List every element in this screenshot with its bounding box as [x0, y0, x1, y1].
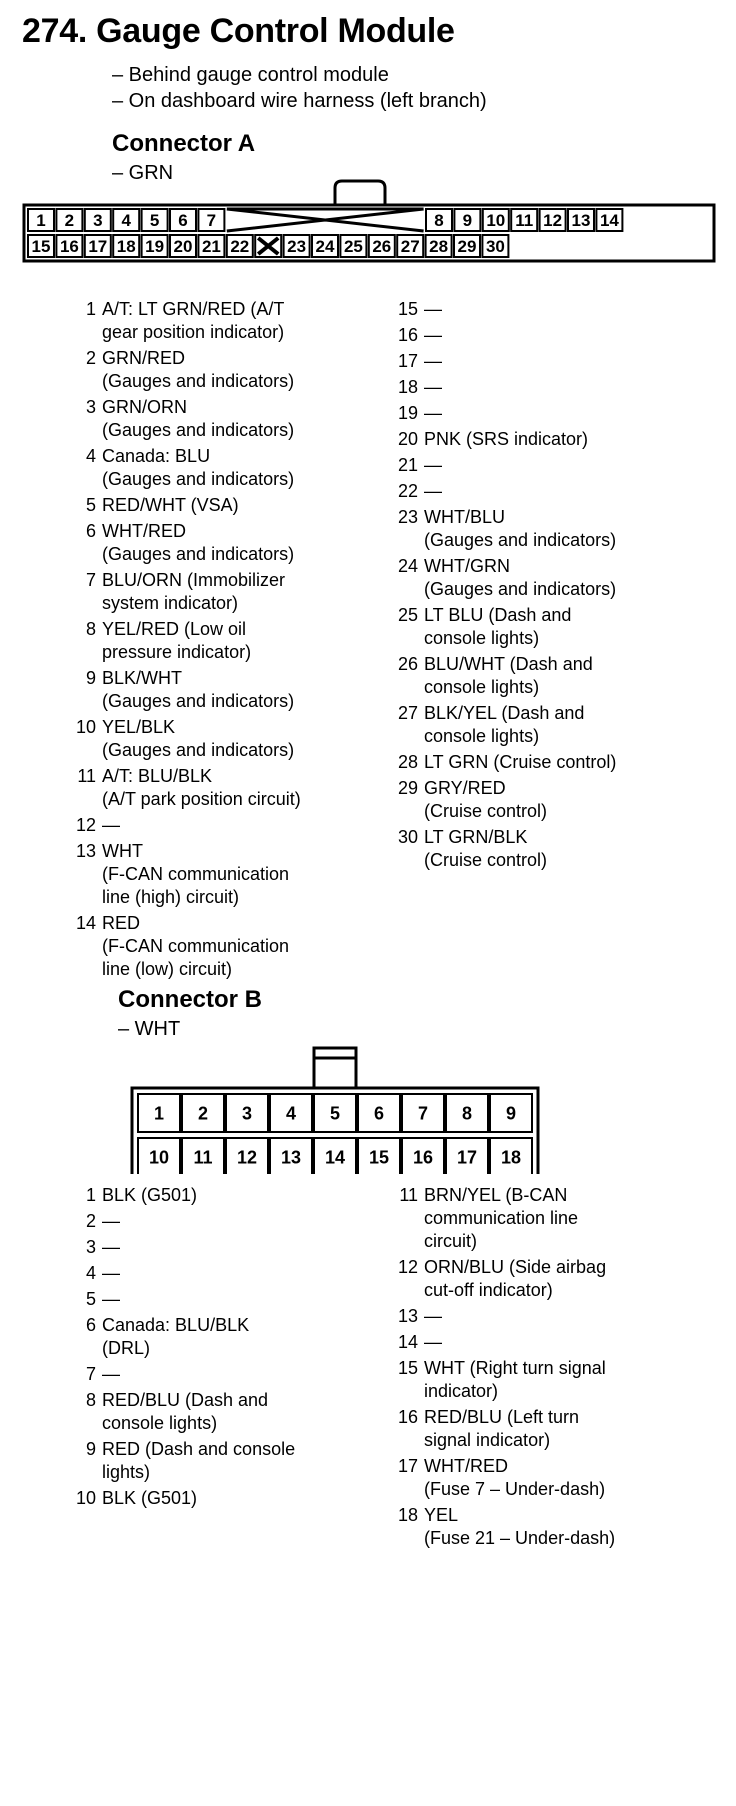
pin-description: [102, 716, 376, 762]
pin-description: [102, 569, 376, 615]
pin-number: 22: [230, 237, 250, 257]
pin-description-line: YEL: [424, 1505, 459, 1525]
pin-description-line: BLK/WHT: [102, 668, 183, 688]
pin-description-line: (Fuse 21 – Under-dash): [424, 1528, 616, 1548]
connector-a-pins-left: [66, 298, 376, 984]
pin-description-line: —: [102, 1289, 120, 1309]
pin-description: [102, 520, 376, 566]
pin-description: [102, 840, 376, 909]
pin-description-line: pressure indicator): [102, 642, 252, 662]
pin-number: 10: [75, 1488, 96, 1508]
pin-description-line: —: [424, 325, 442, 345]
pin-number: 5: [329, 1103, 341, 1124]
pin-description-line: (A/T park position circuit): [102, 789, 301, 809]
pin-description: [424, 506, 723, 552]
pin-description-line: A/T: BLU/BLK: [102, 766, 213, 786]
pin-number: 21: [397, 455, 418, 475]
pin-entry: [66, 1314, 366, 1360]
pin-description: [424, 1455, 723, 1501]
pin-description: [102, 347, 376, 393]
pin-number: 14: [324, 1147, 346, 1168]
pin-number: 9: [85, 1439, 96, 1459]
pin-number: 4: [121, 211, 131, 231]
pin-number: 15: [368, 1147, 390, 1168]
pin-description-line: (Gauges and indicators): [102, 740, 295, 760]
pin-number: 10: [148, 1147, 170, 1168]
pin-number: 18: [397, 1505, 418, 1525]
pin-description: [424, 1504, 723, 1550]
pin-description: [424, 376, 723, 399]
pin-description-line: communication line: [424, 1208, 579, 1228]
pin-entry: [66, 1438, 366, 1484]
pin-entry: [388, 1331, 723, 1354]
pin-number: 18: [500, 1147, 522, 1168]
pin-entry: [66, 1288, 366, 1311]
pin-number: 19: [145, 237, 165, 257]
pin-number: 25: [397, 605, 418, 625]
pin-number: 9: [462, 211, 473, 231]
pin-number: 3: [85, 397, 96, 417]
connector-b-pins-right: [388, 1184, 723, 1553]
pin-description: [424, 402, 723, 425]
pin-description: [424, 1331, 723, 1354]
pin-description: [424, 555, 723, 601]
pin-entry: [66, 445, 376, 491]
pin-description-line: YEL/RED (Low oil: [102, 619, 247, 639]
pin-entry: [388, 480, 723, 503]
pin-description-line: RED/BLU (Left turn: [424, 1407, 580, 1427]
pin-entry: [66, 618, 376, 664]
pin-number: 29: [397, 778, 418, 798]
pin-number: 17: [397, 1456, 418, 1476]
pin-number: 23: [397, 507, 418, 527]
pin-number: 13: [280, 1147, 302, 1168]
pin-number: 17: [88, 237, 108, 257]
pin-description: [424, 454, 723, 477]
pin-number: 8: [85, 1390, 96, 1410]
pin-number: 10: [486, 211, 506, 231]
pin-description: [102, 1262, 366, 1285]
pin-description-line: (Gauges and indicators): [102, 469, 295, 489]
pin-entry: [66, 814, 376, 837]
pin-description: [102, 1184, 366, 1207]
pin-description-line: WHT/GRN: [424, 556, 510, 576]
pin-description-line: BLK (G501): [102, 1488, 198, 1508]
pin-number: 8: [434, 211, 444, 231]
pin-description-line: (Fuse 7 – Under-dash): [424, 1479, 606, 1499]
pin-entry: [388, 1504, 723, 1550]
pin-entry: [66, 1363, 366, 1386]
pin-description-line: console lights): [424, 726, 540, 746]
pin-description: [102, 1236, 366, 1259]
pin-number: 13: [75, 841, 96, 861]
pin-entry: [388, 324, 723, 347]
pin-entry: [66, 1389, 366, 1435]
pin-description-line: (Gauges and indicators): [424, 579, 617, 599]
pin-entry: [388, 604, 723, 650]
pin-number: 11: [193, 1147, 213, 1168]
pin-description: [424, 1305, 723, 1328]
pin-description-line: A/T: LT GRN/RED (A/T: [102, 299, 285, 319]
pin-description-line: (Cruise control): [424, 801, 548, 821]
pin-number: 11: [77, 766, 96, 786]
pin-description-line: (F-CAN communication: [102, 864, 290, 884]
pin-entry: [388, 1184, 723, 1253]
pin-description-line: RED: [102, 913, 141, 933]
pin-number: 5: [85, 1289, 96, 1309]
pin-number: 1: [36, 211, 46, 231]
pin-number: 5: [149, 211, 160, 231]
pin-description: [102, 1487, 366, 1510]
pin-description-line: LT GRN (Cruise control): [424, 752, 617, 772]
pin-description-line: (Gauges and indicators): [102, 420, 295, 440]
pin-description-line: indicator): [424, 1381, 499, 1401]
pin-description: [102, 298, 376, 344]
pin-description-line: —: [424, 1332, 442, 1352]
pin-description-line: —: [102, 815, 120, 835]
pin-number: 28: [429, 237, 449, 257]
pin-description-line: gear position indicator): [102, 322, 285, 342]
pin-number: 16: [59, 237, 79, 257]
pin-description-line: system indicator): [102, 593, 239, 613]
pin-description: [102, 1438, 366, 1484]
pin-description: [424, 324, 723, 347]
pin-number: 15: [397, 1358, 418, 1378]
pin-number: 6: [373, 1103, 385, 1124]
connector-b-pins-left: [66, 1184, 366, 1513]
pin-entry: [388, 428, 723, 451]
pin-description-line: —: [424, 299, 442, 319]
pin-description: [424, 298, 723, 321]
pin-number: 16: [397, 1407, 418, 1427]
pin-description-line: console lights): [424, 677, 540, 697]
pin-description-line: —: [424, 351, 442, 371]
pin-description-line: BLU/ORN (Immobilizer: [102, 570, 286, 590]
pin-description-line: BLK/YEL (Dash and: [424, 703, 585, 723]
pin-entry: [388, 653, 723, 699]
pin-description: [102, 396, 376, 442]
pin-description-line: BLU/WHT (Dash and: [424, 654, 593, 674]
pin-entry: [388, 402, 723, 425]
pin-description-line: circuit): [424, 1231, 477, 1251]
pin-number: 24: [397, 556, 418, 576]
pin-number: 27: [397, 703, 418, 723]
pin-number: 8: [461, 1103, 473, 1124]
pin-description-line: GRN/RED: [102, 348, 186, 368]
pin-entry: [388, 454, 723, 477]
connector-a-pins-right: [388, 298, 723, 875]
pin-description: [102, 912, 376, 981]
pin-number: 13: [397, 1306, 418, 1326]
pin-description: [424, 1184, 723, 1253]
pin-number: 9: [505, 1103, 517, 1124]
pin-number: 21: [201, 237, 221, 257]
pin-description-line: ORN/BLU (Side airbag: [424, 1257, 607, 1277]
pin-entry: [388, 702, 723, 748]
pin-description: [424, 777, 723, 823]
pin-entry: [66, 1236, 366, 1259]
pin-description-line: —: [102, 1263, 120, 1283]
pin-number: 9: [85, 668, 96, 688]
pin-number: 7: [417, 1103, 429, 1124]
pin-description-line: BLK (G501): [102, 1185, 198, 1205]
connector-a-title: Connector A: [112, 130, 256, 157]
pin-entry: [66, 520, 376, 566]
pin-description-line: —: [424, 1306, 442, 1326]
pin-number: 11: [399, 1185, 418, 1205]
pin-number: 11: [515, 211, 534, 231]
pin-description-line: (Gauges and indicators): [102, 544, 295, 564]
pin-description-line: WHT/RED: [424, 1456, 508, 1476]
pin-description: [102, 1210, 366, 1233]
connector-a-color: – GRN: [112, 162, 174, 184]
pin-description-line: —: [424, 377, 442, 397]
pin-description-line: —: [102, 1211, 120, 1231]
pin-number: 20: [397, 429, 418, 449]
pin-description: [102, 667, 376, 713]
pin-description-line: WHT (Right turn signal: [424, 1358, 606, 1378]
pin-description-line: (F-CAN communication: [102, 936, 290, 956]
pin-number: 28: [397, 752, 418, 772]
connector-a-diagram: [0, 178, 736, 274]
pin-number: 4: [85, 1263, 96, 1283]
pin-number: 6: [178, 211, 188, 231]
pin-entry: [66, 716, 376, 762]
pin-number: 16: [397, 325, 418, 345]
pin-description-line: LT GRN/BLK: [424, 827, 528, 847]
pin-number: 12: [543, 211, 563, 231]
pin-description-line: RED/BLU (Dash and: [102, 1390, 269, 1410]
pin-number: 18: [116, 237, 136, 257]
pin-number: 1: [85, 1185, 96, 1205]
pin-number: 2: [64, 211, 75, 231]
pin-number: 23: [287, 237, 307, 257]
pin-number: 26: [397, 654, 418, 674]
pin-description: [424, 480, 723, 503]
pin-number: 26: [372, 237, 392, 257]
pin-entry: [66, 1487, 366, 1510]
pin-description-line: line (low) circuit): [102, 959, 233, 979]
pin-description-line: —: [102, 1364, 120, 1384]
pin-number: 19: [397, 403, 418, 423]
pin-number: 14: [397, 1332, 418, 1352]
pin-description-line: (Gauges and indicators): [102, 371, 295, 391]
pin-entry: [66, 840, 376, 909]
pin-number: 22: [397, 481, 418, 501]
pin-description-line: —: [424, 403, 442, 423]
pin-number: 13: [571, 211, 591, 231]
pin-number: 12: [397, 1257, 418, 1277]
pin-description: [102, 1314, 366, 1360]
pin-description: [102, 1288, 366, 1311]
pin-number: 15: [31, 237, 51, 257]
pin-description-line: WHT/BLU: [424, 507, 505, 527]
pin-description-line: PNK (SRS indicator): [424, 429, 589, 449]
pin-number: 16: [412, 1147, 434, 1168]
pin-entry: [388, 1455, 723, 1501]
connector-latch: [314, 1048, 356, 1088]
pin-number: 3: [241, 1103, 253, 1124]
pin-entry: [388, 1305, 723, 1328]
pin-description-line: GRY/RED: [424, 778, 506, 798]
pin-number: 29: [457, 237, 477, 257]
pin-number: 3: [93, 211, 103, 231]
pin-entry: [66, 569, 376, 615]
pin-entry: [388, 826, 723, 872]
pin-number: 14: [75, 913, 96, 933]
connector-latch: [335, 181, 385, 206]
pin-number: 3: [85, 1237, 96, 1257]
pin-description-line: (Gauges and indicators): [102, 691, 295, 711]
pin-description-line: (Gauges and indicators): [424, 530, 617, 550]
pin-number: 27: [400, 237, 420, 257]
pin-description-line: console lights): [102, 1413, 218, 1433]
pin-description: [102, 618, 376, 664]
pin-entry: [66, 396, 376, 442]
pin-entry: [66, 765, 376, 811]
pin-description-line: —: [102, 1237, 120, 1257]
pin-entry: [66, 667, 376, 713]
pin-entry: [388, 751, 723, 774]
pin-number: 30: [397, 827, 418, 847]
pin-description: [102, 765, 376, 811]
pin-number: 30: [485, 237, 505, 257]
pin-number: 20: [173, 237, 193, 257]
pin-description-line: YEL/BLK: [102, 717, 176, 737]
pin-description-line: signal indicator): [424, 1430, 551, 1450]
pin-description: [102, 1363, 366, 1386]
pin-entry: [66, 1184, 366, 1207]
pin-number: 4: [85, 446, 96, 466]
pin-entry: [66, 494, 376, 517]
pin-description-line: Canada: BLU: [102, 446, 211, 466]
pin-number: 2: [197, 1103, 209, 1124]
pin-description: [424, 604, 723, 650]
pin-description: [102, 814, 376, 837]
pin-entry: [388, 555, 723, 601]
pin-entry: [388, 1256, 723, 1302]
pin-description-line: WHT: [102, 841, 143, 861]
pin-number: 6: [85, 521, 96, 541]
pin-entry: [388, 376, 723, 399]
pin-number: 17: [397, 351, 418, 371]
pin-number: 1: [153, 1103, 165, 1124]
pin-description: [424, 1406, 723, 1452]
pin-number: 5: [85, 495, 96, 515]
pin-number: 2: [85, 1211, 96, 1231]
pin-description-line: RED/WHT (VSA): [102, 495, 239, 515]
connector-b-title: Connector B: [118, 986, 262, 1013]
pin-number: 17: [456, 1147, 478, 1168]
blank-cavity: [227, 209, 424, 231]
connector-b-color: – WHT: [118, 1018, 181, 1040]
pin-number: 15: [397, 299, 418, 319]
pin-entry: [66, 1210, 366, 1233]
pin-entry: [66, 298, 376, 344]
pin-description-line: console lights): [424, 628, 540, 648]
pin-description: [424, 1256, 723, 1302]
pin-number: 24: [315, 237, 335, 257]
pin-description: [424, 350, 723, 373]
pin-description: [102, 494, 376, 517]
pin-description-line: —: [424, 455, 442, 475]
pin-number: 25: [343, 237, 363, 257]
pin-entry: [388, 350, 723, 373]
pin-description-line: lights): [102, 1462, 151, 1482]
pin-description: [424, 1357, 723, 1403]
pin-number: 6: [85, 1315, 96, 1335]
pin-number: 14: [599, 211, 619, 231]
pin-description-line: WHT/RED: [102, 521, 186, 541]
pin-entry: [66, 912, 376, 981]
pin-description-line: RED (Dash and console: [102, 1439, 296, 1459]
pin-description: [424, 751, 723, 774]
location-item: – On dashboard wire harness (left branch): [112, 90, 487, 112]
pin-number: 7: [206, 211, 217, 231]
pin-description: [424, 653, 723, 699]
pin-number: 8: [85, 619, 96, 639]
pin-description-line: cut-off indicator): [424, 1280, 553, 1300]
pin-description-line: Canada: BLU/BLK: [102, 1315, 250, 1335]
pin-number: 1: [85, 299, 96, 319]
pin-number: 4: [285, 1103, 297, 1124]
pin-entry: [66, 347, 376, 393]
page-title: 274. Gauge Control Module: [22, 12, 455, 50]
pin-number: 18: [397, 377, 418, 397]
pin-description-line: GRN/ORN: [102, 397, 187, 417]
pin-number: 12: [236, 1147, 258, 1168]
connector-b-diagram: [0, 1044, 736, 1174]
pin-entry: [66, 1262, 366, 1285]
pin-number: 12: [75, 815, 96, 835]
pin-entry: [388, 1406, 723, 1452]
pin-number: 7: [85, 1364, 96, 1384]
pin-number: 7: [85, 570, 96, 590]
pin-number: 10: [75, 717, 96, 737]
pin-number: 2: [85, 348, 96, 368]
pin-description: [424, 428, 723, 451]
pin-entry: [388, 777, 723, 823]
pin-entry: [388, 1357, 723, 1403]
pin-description: [424, 702, 723, 748]
pin-description-line: BRN/YEL (B-CAN: [424, 1185, 568, 1205]
pin-description: [102, 1389, 366, 1435]
pin-entry: [388, 506, 723, 552]
pin-description-line: (DRL): [102, 1338, 150, 1358]
location-item: – Behind gauge control module: [112, 64, 389, 86]
pin-description: [102, 445, 376, 491]
pin-description-line: —: [424, 481, 442, 501]
pin-description: [424, 826, 723, 872]
pin-entry: [388, 298, 723, 321]
pin-description-line: line (high) circuit): [102, 887, 240, 907]
location-list: [112, 62, 487, 114]
pin-description-line: LT BLU (Dash and: [424, 605, 572, 625]
pin-description-line: (Cruise control): [424, 850, 548, 870]
